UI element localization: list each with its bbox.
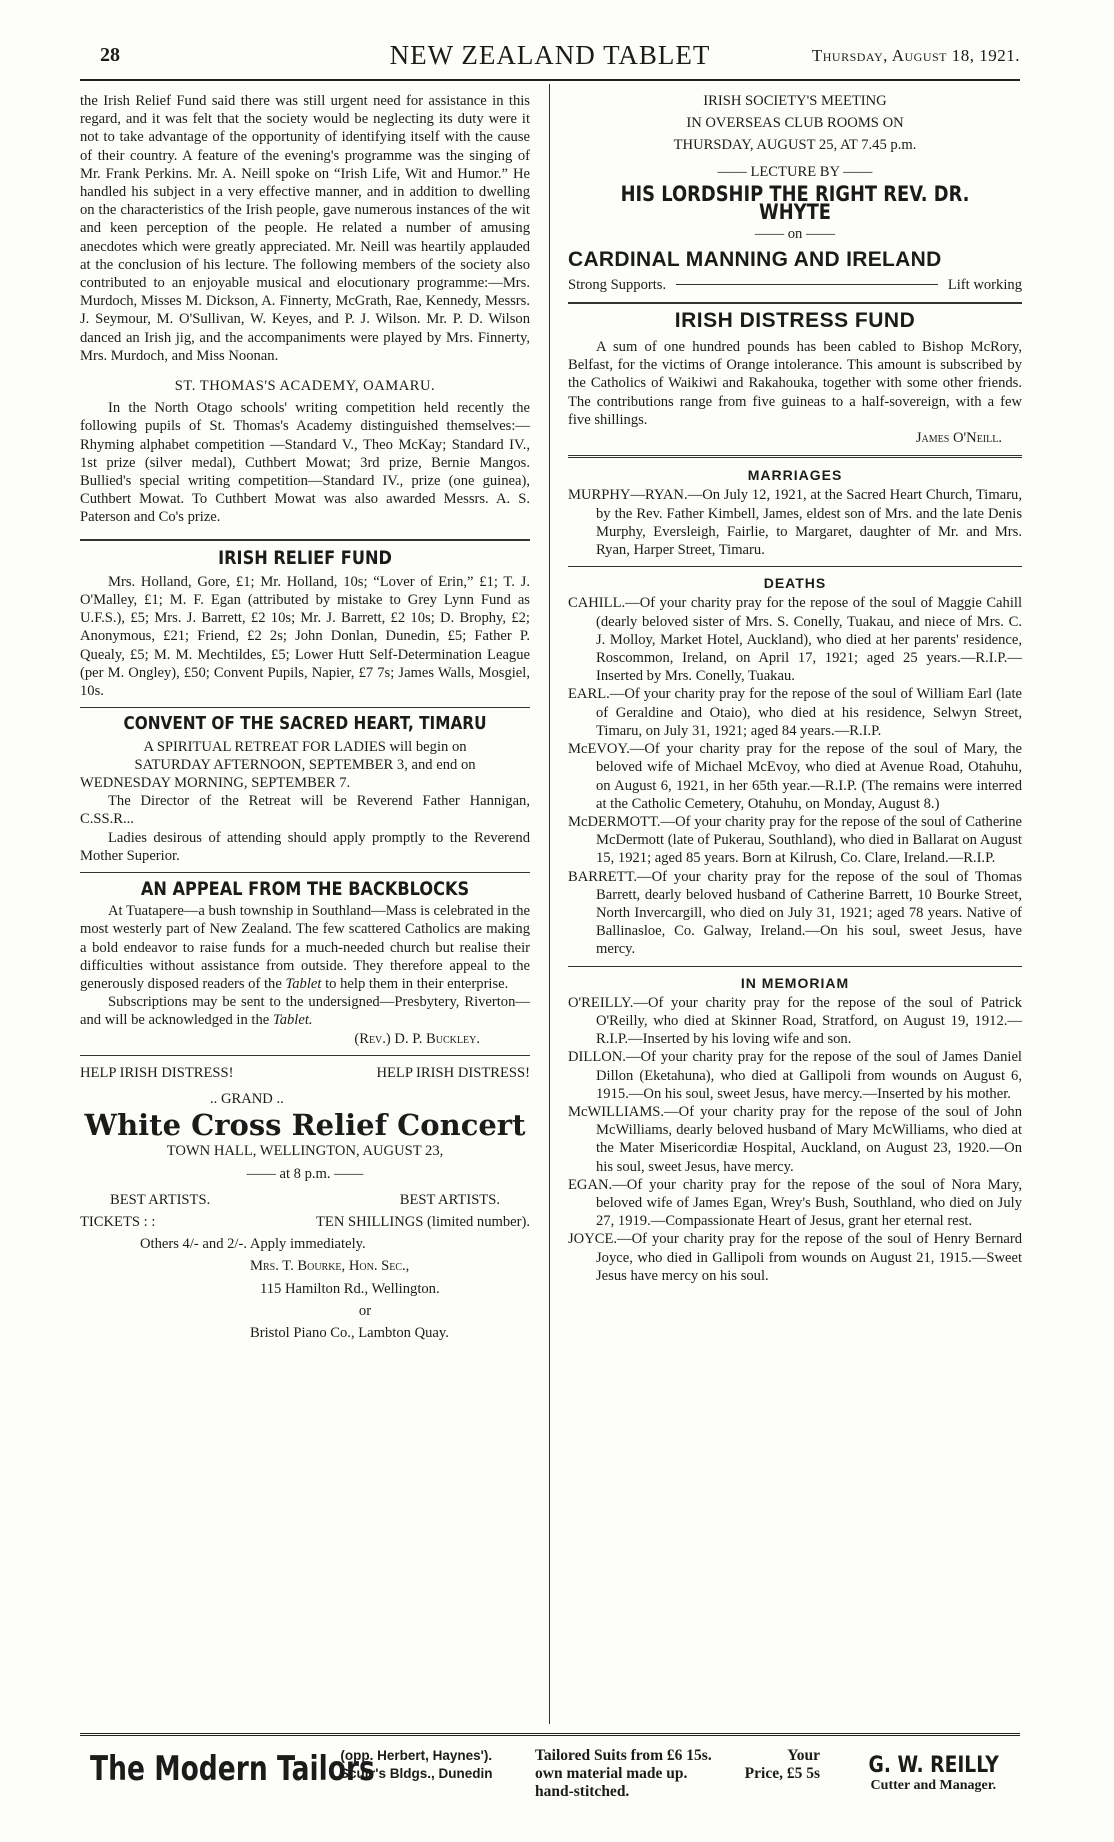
appeal-text-part: At Tuatapere—a bush township in Southland—Mass is celebrated in the most westerly part of New Zealand. The few scattered Catholics are making a bold endeavor to raise funds for a much-needed church but realise their difficulties without assistance from outside. They therefore appeal to the generously disposed readers of the [80,903,530,992]
concert-title: White Cross Relief Concert [84,1108,526,1143]
address-line-2: Scurr's Bldgs., Dunedin [340,1766,493,1781]
concert-tickets-line [80,1213,530,1231]
lift-working: Lift working [947,276,1022,293]
death-notice: McEVOY.—Of your charity pray for the repose of the soul of Mary, the beloved wife of Michael McEvoy, who died at Avenue Road, Otahuhu, on August 6, 1921, in her 65th year.—R.I.P. (The remains were interred at the Catholic Cemetery, Otahuhu, on Monday, August 8.) [568,741,1022,812]
memoriam-notice: DILLON.—Of your charity pray for the repose of the soul of James Daniel Dillon (Eketahuna), who died at Gallipoli from wounds on August 6, 1915.—On his soul, sweet Jesus, have mercy.—Inserted by his mother. [568,1049,1022,1102]
academy-article: In the North Otago schools' writing competition held recently the following pupils of St. Thomas's Academy distinguished themselves:—Rhyming alphabet competition —Standard V., Theo McKay; Standard IV., 1st prize (silver medal), Cuthbert Mowat; 3rd prize, Bernie Mangos. Bullied's special writing competition—Standard IV., prize (one guinea), Cuthbert Mowat. To Cuthbert Mowat was also awarded Messrs. A. S. Paterson and Co's prize. [80,400,530,526]
header-rule [80,79,1020,81]
section-rule [80,539,530,541]
offer-your: Your [787,1747,820,1764]
irish-distress-fund-text: A sum of one hundred pounds has been cabled to Bishop McRory, Belfast, for the victims of Orange intolerance. This amount is subscribed by the Catholics of Waikiwi and Rakahouka, together with some other friends. The contributions range from five guineas to a half-sovereign, with a few five shillings. [568,339,1022,428]
offer-own-material: own material made up. [535,1765,688,1782]
offer-hand-stitched: hand-stitched. [535,1783,630,1800]
lecture-by: —— LECTURE BY —— [717,163,873,180]
memoriam-notice: EGAN.—Of your charity pray for the repose of the soul of Nora Mary, beloved wife of James Egan, Wrey's Bush, Southland, who died on July 27, 1919.—Compassionate Heart of Jesus, grant her eternal rest. [568,1176,1022,1230]
tailors-advertisement [80,1745,1020,1815]
section-rule [568,966,1022,967]
page-header [80,40,1020,76]
convent-heading: CONVENT OF THE SACRED HEART, TIMARU [123,713,487,735]
offer-line-1 [535,1747,820,1765]
death-notice: McDERMOTT.—Of your charity pray for the repose of the soul of Catherine McDermott (late of Pukerau, Southland), who died in Ballarat on August 15, 1921; aged 85 years. Born at Kilrush, Co. Clare, Ireland.—R.I.P. [568,813,1022,867]
best-artists-2: BEST ARTISTS. [399,1191,500,1208]
irish-distress-fund-heading: IRISH DISTRESS FUND [674,308,916,332]
newspaper-title: NEW ZEALAND TABLET [389,40,711,70]
section-rule [568,455,1022,458]
memoriam-notice: O'REILLY.—Of your charity pray for the repose of the soul of Patrick O'Reilly, who died at Skinner Road, Stratford, on August 19, 1912.—R.I.P.—Inserted by his loving wife and son. [568,994,1022,1048]
death-notice: EARL.—Of your charity pray for the repose of the soul of William Earl (late of Geraldine and Otaio), who died at his residence, Selwyn Street, Timaru, on July 31, 1921; aged 84 years.—R.I.P. [568,686,1022,739]
academy-heading: ST. THOMAS'S ACADEMY, OAMARU. [174,378,436,395]
subscriptions-text: Subscriptions may be sent to the undersigned—Presbytery, Riverton—and will be acknowledged in the [80,994,530,1029]
convent-retreat-line-1: A SPIRITUAL RETREAT FOR LADIES will begin on [143,738,467,755]
distress-fund-signature: James O'Neill. [915,430,1002,447]
irish-relief-fund-list: Mrs. Holland, Gore, £1; Mr. Holland, 10s; “Lover of Erin,” £1; T. J. O'Malley, £1; M. F. Egan (attributed by mistake to Grey Lynn Fund as U.F.S.), £5; Mrs. J. Barrett, £2 10s; Mr. J. Barrett, £2 10s; D. Brophy, £2; Anonymous, £21; Friend, £2 2s; John Donlan, Dunedin, £5; Father P. Quealy, £5; M. M. Mechtildes, £5; Lower Hutt Self-Determination League (per M. Ongley), £50; Convent Pupils, Napier, £7 7s; James Walls, Mosgiel, 10s. [80,573,530,700]
convent-retreat-line-2: SATURDAY AFTERNOON, SEPTEMBER 3, and end on [134,756,476,773]
backblocks-appeal-heading: AN APPEAL FROM THE BACKBLOCKS [140,877,470,900]
tickets-value: TEN SHILLINGS (limited number). [315,1213,530,1230]
offer-line-2 [535,1765,820,1783]
concert-time: —— at 8 p.m. —— [246,1165,364,1182]
leader-line [676,284,938,285]
convent-ladies-note: Ladies desirous of attending should apply promptly to the Reverend Mother Superior. [80,829,530,864]
left-column [80,92,530,1342]
best-artists-1: BEST ARTISTS. [110,1191,211,1208]
lecture-on: —— on —— [754,226,836,243]
concert-help-line [80,1064,530,1082]
concert-artists-line [80,1191,530,1209]
meeting-line-2: IN OVERSEAS CLUB ROOMS ON [686,115,904,132]
concert-secretary: Mrs. T. Bourke, Hon. Sec., [250,1258,410,1275]
convent-director: The Director of the Retreat will be Reverend Father Hannigan, C.SS.R... [80,793,530,828]
tickets-label: TICKETS : : [80,1213,156,1230]
column-divider [549,84,550,1724]
section-rule [80,872,530,873]
address-line-1: (opp. Herbert, Haynes'). [340,1748,493,1763]
tailors-offer [535,1747,820,1801]
section-rule [568,302,1022,304]
proprietor-name: G. W. REILLY [868,1753,999,1778]
help-irish-distress-2: HELP IRISH DISTRESS! [376,1064,530,1081]
tablet-title: Tablet. [272,1012,313,1029]
proprietor-role: Cutter and Manager. [870,1778,997,1793]
appeal-signature: (Rev.) D. P. Buckley. [354,1030,480,1047]
irish-relief-fund-heading: IRISH RELIEF FUND [218,546,392,569]
tailors-brand: The Modern Tailors [90,1749,375,1789]
in-memoriam-heading: IN MEMORIAM [740,974,850,991]
tablet-title: Tablet [285,975,322,992]
tailors-proprietor [857,1753,1010,1794]
lecture-subject: CARDINAL MANNING AND IRELAND [568,248,942,272]
section-rule [568,566,1022,567]
memoriam-notice: JOYCE.—Of your charity pray for the repose of the soul of Henry Bernard Joyce, who died in Gallipoli from wounds on August 21, 1915.—Sweet Jesus have mercy on his soul. [568,1231,1022,1284]
concert-or: or [358,1302,372,1319]
memoriam-notice: McWILLIAMS.—Of your charity pray for the repose of the soul of John McWilliams, dearly beloved husband of Mary McWilliams, who died at the Mater Misericordiæ Hospital, Auckland, on August 23, 1920.—On his soul, sweet Jesus, have mercy. [568,1103,1022,1175]
backblocks-subscriptions [80,993,530,1029]
issue-date: Thursday, August 18, 1921. [811,46,1020,65]
concert-secretary-address: 115 Hamilton Rd., Wellington. [260,1280,440,1297]
strong-supports: Strong Supports. [568,276,667,293]
marriage-notice: MURPHY—RYAN.—On July 12, 1921, at the Sacred Heart Church, Timaru, by the Rev. Father Kimbell, James, eldest son of Mrs. and the late Denis Murphy, Eversleigh, Fairlie, to Margaret, daughter of Mr. and Mrs. Ryan, Harper Street, Timaru. [568,487,1022,559]
lecture-venue-notes [568,276,1022,294]
concert-venue: TOWN HALL, WELLINGTON, AUGUST 23, [166,1143,444,1160]
right-column [568,92,1022,1285]
lecturer-name: HIS LORDSHIP THE RIGHT REV. DR. WHYTE [620,181,970,225]
page-number: 28 [100,44,120,66]
death-notice: BARRETT.—Of your charity pray for the repose of the soul of Thomas Barrett, dearly beloved husband of Catherine Barrett, 10 Bourke Street, North Invercargill, who died on July 31, 1921; aged 78 years. Native of Ballinasloe, Co. Galway, Ireland.—On his soul, sweet Jesus, have mercy. [568,868,1022,958]
backblocks-appeal-text [80,902,530,993]
footer-rule [80,1733,1020,1736]
tailors-address [340,1747,492,1783]
relief-fund-report-continued: the Irish Relief Fund said there was still urgent need for assistance in this regard, and it was felt that the society would be neglecting its duty were it not to take advantage of the opportunity of identifying itself with the cause of their country. A feature of the evening's programme was the singing of Mr. Frank Perkins. Mr. A. Neill spoke on “Irish Life, Wit and Humor.” He handled his subject in a very effective manner, and in addition to dwelling on the characteristics of the Irish people, gave numerous instances of the wit and keen perception of the people. He related a number of amusing anecdotes which were greatly appreciated. Mr. Neill was heartily applauded at the conclusion of his lecture. The following members of the society also contributed to an enjoyable musical and elocutionary programme:—Mrs. Murdoch, Misses M. Dickson, A. Finnerty, McGrath, Rae, Kennedy, Messrs. J. Seymour, M. O'Sullivan, W. Keyes, and P. J. Wilson. Mr. P. D. Wilson danced an Irish jig, and the accompaniments were played by Mrs. Finnerty, Mrs. Murdoch, and Miss Noonan. [80,93,530,364]
appeal-text-part: to help them in their enterprise. [325,975,509,992]
death-notice: CAHILL.—Of your charity pray for the repose of the soul of Maggie Cahill (dearly beloved sister of Mrs. S. Conelly, Tuakau, and niece of Mrs. C. J. Molloy, Market Hotel, Auckland), who died at her parents' residence, Roscommon, Ireland, on April 17, 1921; aged 25 years.—R.I.P.—Inserted by Mrs. Conelly, Tuakau. [568,595,1022,685]
concert-grand: .. GRAND .. [210,1090,284,1107]
convent-retreat-line-3: WEDNESDAY MORNING, SEPTEMBER 7. [80,774,351,791]
offer-price: Price, £5 5s [744,1765,820,1782]
concert-others: Others 4/- and 2/-. Apply immediately. [140,1236,366,1253]
meeting-line-3: THURSDAY, AUGUST 25, AT 7.45 p.m. [673,137,917,154]
deaths-heading: DEATHS [763,575,827,592]
offer-suits: Tailored Suits from £6 15s. [535,1747,712,1764]
section-rule [80,1055,530,1056]
help-irish-distress-1: HELP IRISH DISTRESS! [80,1064,234,1081]
meeting-line-1: IRISH SOCIETY'S MEETING [703,93,887,109]
concert-piano-company: Bristol Piano Co., Lambton Quay. [250,1324,449,1341]
section-rule [80,707,530,708]
marriages-heading: MARRIAGES [747,467,843,484]
